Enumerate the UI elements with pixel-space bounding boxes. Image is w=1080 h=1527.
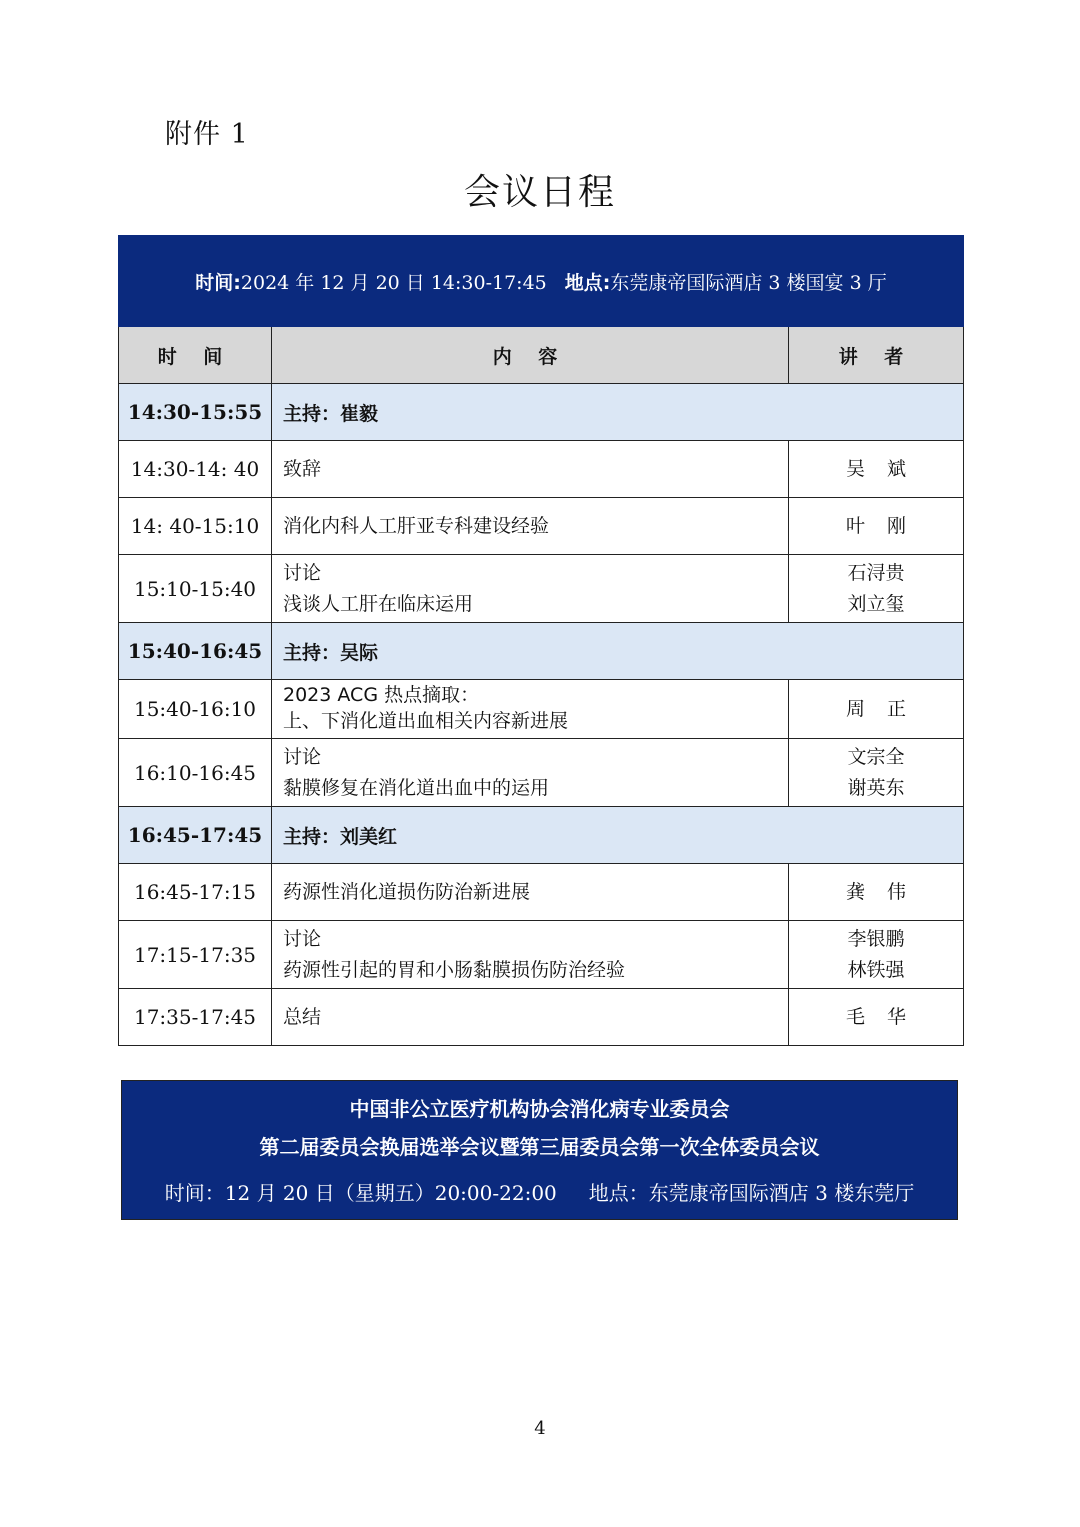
item-speaker xyxy=(789,555,964,623)
content-line: 2023 ACG 热点摘取： xyxy=(283,684,480,707)
item-speaker xyxy=(789,864,964,921)
header-time: 时 间 xyxy=(119,327,272,384)
schedule-row xyxy=(119,498,964,555)
content-line: 消化内科人工肝亚专科建设经验 xyxy=(283,514,550,537)
schedule-banner xyxy=(119,236,964,327)
content-line: 浅谈人工肝在临床运用 xyxy=(283,592,474,615)
schedule-row xyxy=(119,864,964,921)
notice-time: 时间：12 月 20 日（星期五）20:00-22:00 xyxy=(164,1181,557,1205)
content-line: 讨论 xyxy=(283,928,322,951)
header-row xyxy=(119,327,964,384)
item-time: 17:15-17:35 xyxy=(119,921,272,989)
item-content xyxy=(272,989,789,1046)
item-speaker xyxy=(789,989,964,1046)
schedule-row xyxy=(119,739,964,807)
session-time: 14:30-15:55 xyxy=(119,384,272,441)
item-speaker xyxy=(789,498,964,555)
banner-venue-label: 地点: xyxy=(564,271,611,294)
notice-line1: 中国非公立医疗机构协会消化病专业委员会 xyxy=(349,1097,730,1121)
item-time: 15:40-16:10 xyxy=(119,680,272,739)
item-speaker xyxy=(789,739,964,807)
speaker-name: 毛华 xyxy=(845,1005,928,1028)
session-row xyxy=(119,807,964,864)
content-line: 讨论 xyxy=(283,746,322,769)
page-number: 4 xyxy=(534,1418,546,1439)
item-time: 14:30-14: 40 xyxy=(119,441,272,498)
schedule-table xyxy=(118,235,964,1046)
item-time: 14: 40-15:10 xyxy=(119,498,272,555)
speaker-name: 文宗全 xyxy=(847,746,905,769)
meeting-notice xyxy=(121,1080,958,1220)
banner-time-value: 2024 年 12 月 20 日 14:30-17:45 xyxy=(240,271,547,294)
item-speaker xyxy=(789,921,964,989)
item-time: 16:45-17:15 xyxy=(119,864,272,921)
speaker-name: 叶刚 xyxy=(845,514,928,537)
session-row xyxy=(119,384,964,441)
item-content xyxy=(272,680,789,739)
content-line: 上、下消化道出血相关内容新进展 xyxy=(283,710,569,732)
session-host: 主持：吴际 xyxy=(272,623,964,680)
content-line: 黏膜修复在消化道出血中的运用 xyxy=(283,776,550,799)
content-line: 药源性引起的胃和小肠黏膜损伤防治经验 xyxy=(283,958,626,981)
schedule-body xyxy=(119,384,964,1046)
attachment-label: 附件 1 xyxy=(165,119,249,150)
content-line: 药源性消化道损伤防治新进展 xyxy=(283,880,531,903)
notice-line2: 第二届委员会换届选举会议暨第三届委员会第一次全体委员会议 xyxy=(259,1135,820,1159)
schedule-row xyxy=(119,441,964,498)
schedule-row xyxy=(119,921,964,989)
header-speaker: 讲 者 xyxy=(789,327,964,384)
session-host: 主持：刘美红 xyxy=(272,807,964,864)
content-line: 致辞 xyxy=(283,457,322,480)
banner-time-label: 时间: xyxy=(195,271,241,294)
item-content xyxy=(272,555,789,623)
item-time: 17:35-17:45 xyxy=(119,989,272,1046)
speaker-name: 刘立玺 xyxy=(847,592,905,615)
page-title: 会议日程 xyxy=(463,172,616,213)
item-content xyxy=(272,441,789,498)
schedule-row xyxy=(119,555,964,623)
item-time: 16:10-16:45 xyxy=(119,739,272,807)
header-content: 内 容 xyxy=(272,327,789,384)
speaker-name: 李银鹏 xyxy=(847,928,905,951)
speaker-name: 吴斌 xyxy=(845,457,928,480)
session-time: 15:40-16:45 xyxy=(119,623,272,680)
session-time: 16:45-17:45 xyxy=(119,807,272,864)
item-content xyxy=(272,921,789,989)
item-content xyxy=(272,864,789,921)
speaker-name: 林铁强 xyxy=(847,958,905,981)
notice-venue: 地点：东莞康帝国际酒店 3 楼东莞厅 xyxy=(588,1181,915,1205)
notice-details xyxy=(122,1177,957,1206)
speaker-name: 周正 xyxy=(845,697,928,720)
schedule-row xyxy=(119,680,964,739)
speaker-name: 谢英东 xyxy=(847,776,905,799)
session-host: 主持：崔毅 xyxy=(272,384,964,441)
schedule-row xyxy=(119,989,964,1046)
content-line: 总结 xyxy=(283,1005,322,1028)
speaker-name: 石浔贵 xyxy=(847,562,905,585)
content-line: 讨论 xyxy=(283,562,322,585)
session-row xyxy=(119,623,964,680)
item-time: 15:10-15:40 xyxy=(119,555,272,623)
item-content xyxy=(272,498,789,555)
speaker-name: 龚伟 xyxy=(845,880,928,903)
banner-venue-value: 东莞康帝国际酒店 3 楼国宴 3 厅 xyxy=(610,271,887,294)
item-speaker xyxy=(789,441,964,498)
item-content xyxy=(272,739,789,807)
item-speaker xyxy=(789,680,964,739)
